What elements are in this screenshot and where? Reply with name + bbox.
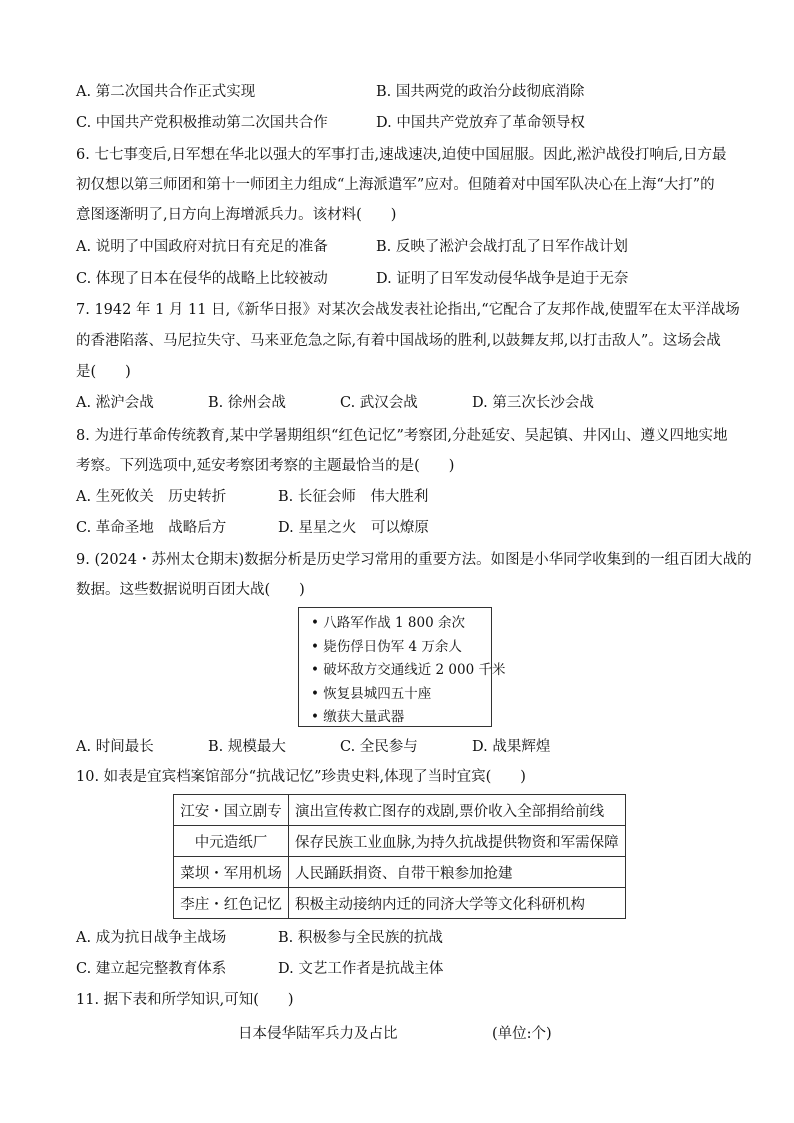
q9-option-b: B. 规模最大 xyxy=(208,739,286,755)
q6-option-a: A. 说明了中国政府对抗日有充足的准备 xyxy=(76,239,328,255)
q7-option-c: C. 武汉会战 xyxy=(340,395,418,411)
q10-stem: 10. 如表是宜宾档案馆部分“抗战记忆”珍贵史料,体现了当时宜宾( ) xyxy=(76,769,526,785)
table-row xyxy=(174,826,626,857)
table-row xyxy=(174,888,626,919)
q9-stem-line-1: 9. (2024・苏州太仓期末)数据分析是历史学习常用的重要方法。如图是小华同学收集到的一组百团大战的 xyxy=(76,552,752,568)
q8-option-d: D. 星星之火 可以燎原 xyxy=(278,520,429,536)
table-cell-detail: 人民踊跃捐资、自带干粮参加抢建 xyxy=(289,857,626,888)
q9-box-item: • 缴获大量武器 xyxy=(311,709,405,725)
q11-stem: 11. 据下表和所学知识,可知( ) xyxy=(76,992,294,1008)
q9-box-item: • 毙伤俘日伪军 4 万余人 xyxy=(311,638,462,655)
q5-option-d: D. 中国共产党放弃了革命领导权 xyxy=(376,115,585,131)
q8-option-c: C. 革命圣地 战略后方 xyxy=(76,520,227,536)
q9-option-c: C. 全民参与 xyxy=(340,739,418,755)
q5-option-c: C. 中国共产党积极推动第二次国共合作 xyxy=(76,115,328,131)
table-row xyxy=(174,857,626,888)
table-cell-place: 李庄・红色记忆 xyxy=(174,888,289,919)
q5-option-b: B. 国共两党的政治分歧彻底消除 xyxy=(376,84,585,100)
q8-stem-line-2: 考察。下列选项中,延安考察团考察的主题最恰当的是( ) xyxy=(76,458,455,474)
q9-stem-line-2: 数据。这些数据说明百团大战( ) xyxy=(76,582,305,598)
q8-stem-line-1: 8. 为进行革命传统教育,某中学暑期组织“红色记忆”考察团,分赴延安、吴起镇、井冈山、遵义四地实地 xyxy=(76,428,728,444)
q6-option-c: C. 体现了日本在侵华的战略上比较被动 xyxy=(76,271,328,287)
q7-option-d: D. 第三次长沙会战 xyxy=(472,395,594,411)
q9-box-item: • 破坏敌方交通线近 2 000 千米 xyxy=(311,662,506,678)
q5-option-a: A. 第二次国共合作正式实现 xyxy=(76,84,256,100)
q6-stem-line-2: 初仅想以第三师团和第十一师团主力组成“上海派遣军”应对。但随着对中国军队决心在上海“大打”的 xyxy=(76,177,715,193)
q10-option-b: B. 积极参与全民族的抗战 xyxy=(278,930,443,946)
q6-stem-line-1: 6. 七七事变后,日军想在华北以强大的军事打击,速战速决,迫使中国屈服。因此,淞沪战役打响后,日方最 xyxy=(76,147,727,163)
q7-stem-line-3: 是( ) xyxy=(76,364,131,380)
q9-data-box xyxy=(298,607,506,727)
q7-option-b: B. 徐州会战 xyxy=(208,395,286,411)
table-cell-place: 中元造纸厂 xyxy=(174,826,289,857)
q9-box-item: • 恢复县城四五十座 xyxy=(311,685,432,702)
q9-option-a: A. 时间最长 xyxy=(76,739,154,755)
q7-option-a: A. 淞沪会战 xyxy=(76,395,154,411)
q6-option-d: D. 证明了日军发动侵华战争是迫于无奈 xyxy=(376,271,629,287)
q6-option-b: B. 反映了淞沪会战打乱了日军作战计划 xyxy=(376,239,628,255)
table-cell-detail: 积极主动接纳内迁的同济大学等文化科研机构 xyxy=(289,888,626,919)
q11-table-unit: (单位:个) xyxy=(492,1026,552,1042)
table-cell-detail: 演出宣传救亡图存的戏剧,票价收入全部捐给前线 xyxy=(289,795,626,826)
q10-option-a: A. 成为抗日战争主战场 xyxy=(76,930,227,946)
q7-stem-line-1: 7. 1942 年 1 月 11 日,《新华日报》对某次会战发表社论指出,“它配合了友邦作战,使盟军在太平洋战场 xyxy=(76,302,740,318)
q9-option-d: D. 战果辉煌 xyxy=(472,739,551,755)
q10-option-c: C. 建立起完整教育体系 xyxy=(76,961,227,977)
q7-stem-line-2: 的香港陷落、马尼拉失守、马来亚危急之际,有着中国战场的胜利,以鼓舞友邦,以打击敌人”。这场会战 xyxy=(76,333,721,349)
q6-stem-line-3: 意图逐渐明了,日方向上海增派兵力。该材料( ) xyxy=(76,207,397,223)
q9-box-item: • 八路军作战 1 800 余次 xyxy=(311,615,465,631)
table-cell-place: 江安・国立剧专 xyxy=(174,795,289,826)
q8-option-b: B. 长征会师 伟大胜利 xyxy=(278,489,429,505)
q10-option-d: D. 文艺工作者是抗战主体 xyxy=(278,961,444,977)
q11-table-title: 日本侵华陆军兵力及占比 xyxy=(238,1026,398,1042)
table-row xyxy=(174,795,626,826)
table-cell-place: 菜坝・军用机场 xyxy=(174,857,289,888)
q10-archive-table xyxy=(173,794,626,919)
q8-option-a: A. 生死攸关 历史转折 xyxy=(76,489,227,505)
table-cell-detail: 保存民族工业血脉,为持久抗战提供物资和军需保障 xyxy=(289,826,626,857)
